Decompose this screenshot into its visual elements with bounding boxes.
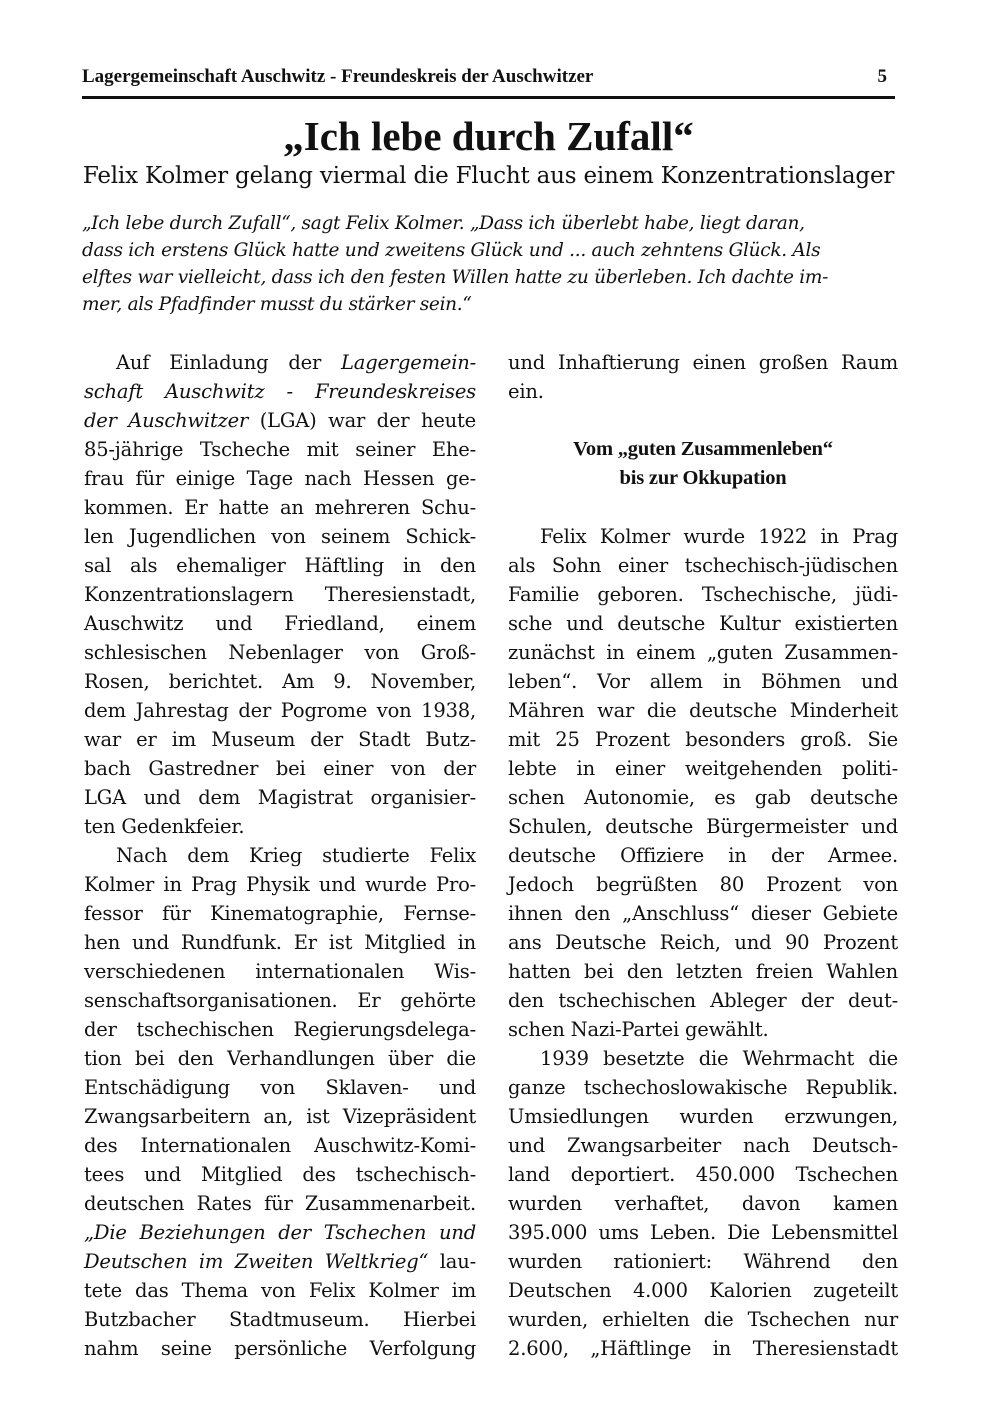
body-line: ein. bbox=[508, 380, 544, 403]
left-column bbox=[84, 348, 476, 1363]
body-line: tete das Thema von Felix Kolmer im bbox=[84, 1279, 476, 1302]
article-subtitle: Felix Kolmer gelang viermal die Flucht aus einem Konzentrationslager bbox=[82, 163, 895, 189]
body-line: senschaftsorganisationen. Er gehörte bbox=[84, 989, 476, 1012]
body-line: wurden, erhielten die Tschechen nur bbox=[508, 1308, 898, 1331]
body-line: wurden verhaftet, davon kamen bbox=[508, 1192, 898, 1215]
body-line: Umsiedlungen wurden erzwungen, bbox=[508, 1105, 898, 1128]
body-line: lebte in einer weitgehenden politi- bbox=[508, 757, 898, 780]
spacer bbox=[508, 493, 898, 522]
body-line: schen Autonomie, es gab deutsche bbox=[508, 786, 898, 809]
body-line: Kolmer in Prag Physik und wurde Pro- bbox=[84, 873, 476, 896]
body-line: sche und deutsche Kultur existierten bbox=[508, 612, 898, 635]
section-heading: bis zur Okkupation bbox=[619, 467, 787, 489]
body-line: ans Deutsche Reich, und 90 Prozent bbox=[508, 931, 898, 954]
body-line: mit 25 Prozent besonders groß. Sie bbox=[508, 728, 898, 751]
body-line: len Jugendlichen von seinem Schick- bbox=[84, 525, 476, 548]
body-line: ten Gedenkfeier. bbox=[84, 815, 245, 838]
lead-line: dass ich erstens Glück hatte und zweitens Glück und ... auch zehntens Glück. Als bbox=[82, 240, 821, 261]
body-line: Zwangsarbeitern an, ist Vizepräsident bbox=[84, 1105, 476, 1128]
body-line: 2.600, „Häftlinge in Theresienstadt bbox=[508, 1337, 898, 1360]
body-line: hen und Rundfunk. Er ist Mitglied in bbox=[84, 931, 476, 954]
body-line: verschiedenen internationalen Wis- bbox=[84, 960, 476, 983]
body-line: frau für einige Tage nach Hessen ge- bbox=[84, 467, 476, 490]
body-line: deutsche Offiziere in der Armee. bbox=[508, 844, 898, 867]
body-line: Jedoch begrüßten 80 Prozent von bbox=[508, 873, 898, 896]
body-line: hatten bei den letzten freien Wahlen bbox=[508, 960, 898, 983]
body-line: dem Jahrestag der Pogrome von 1938, bbox=[84, 699, 476, 722]
lead-line: mer, als Pfadfinder musst du stärker sein.“ bbox=[82, 294, 472, 315]
body-line: 1939 besetzte die Wehrmacht die bbox=[540, 1047, 898, 1070]
body-line: LGA und dem Magistrat organisier- bbox=[84, 786, 476, 809]
body-line: ganze tschechoslowakische Republik. bbox=[508, 1076, 898, 1099]
body-line: „Die Beziehungen der Tschechen und bbox=[84, 1221, 476, 1244]
body-line: Familie geboren. Tschechische, jüdi- bbox=[508, 583, 898, 606]
body-line: Rosen, berichtet. Am 9. November, bbox=[84, 670, 476, 693]
body-line: bach Gastredner bei einer von der bbox=[84, 757, 476, 780]
body-line: Deutschen im Zweiten Weltkrieg“ lau- bbox=[84, 1250, 476, 1273]
body-line: tees und Mitglied des tschechisch- bbox=[84, 1163, 476, 1186]
lead-line: elftes war vielleicht, dass ich den festen Willen hatte zu überleben. Ich dachte im- bbox=[82, 267, 829, 288]
article-title: „Ich lebe durch Zufall“ bbox=[283, 113, 694, 159]
body-line: Auschwitz und Friedland, einem bbox=[84, 612, 476, 635]
body-line: nahm seine persönliche Verfolgung bbox=[84, 1337, 476, 1360]
body-line: war er im Museum der Stadt Butz- bbox=[84, 728, 476, 751]
body-line: Schulen, deutsche Bürgermeister und bbox=[508, 815, 898, 838]
page-number: 5 bbox=[877, 66, 887, 87]
body-line: schen Nazi-Partei gewählt. bbox=[508, 1018, 769, 1041]
body-line: wurden rationiert: Während den bbox=[508, 1250, 898, 1273]
body-line: fessor für Kinematographie, Fernse- bbox=[84, 902, 476, 925]
running-header bbox=[82, 60, 895, 99]
body-line: und Zwangsarbeiter nach Deutsch- bbox=[508, 1134, 898, 1157]
spacer bbox=[508, 406, 898, 435]
body-line: Auf Einladung der Lagergemein- bbox=[116, 351, 476, 374]
body-line: Konzentrationslagern Theresienstadt, bbox=[84, 583, 476, 606]
body-line: Butzbacher Stadtmuseum. Hierbei bbox=[84, 1308, 476, 1331]
body-line: land deportiert. 450.000 Tschechen bbox=[508, 1163, 898, 1186]
lead-line: „Ich lebe durch Zufall“, sagt Felix Kolmer. „Dass ich überlebt habe, liegt daran, bbox=[82, 213, 805, 234]
body-line: des Internationalen Auschwitz-Komi- bbox=[84, 1134, 476, 1157]
body-line: den tschechischen Ableger der deut- bbox=[508, 989, 898, 1012]
body-line: Nach dem Krieg studierte Felix bbox=[116, 844, 476, 867]
body-line: 395.000 ums Leben. Die Lebensmittel bbox=[508, 1221, 898, 1244]
section-heading: Vom „guten Zusammenleben“ bbox=[573, 438, 833, 460]
body-line: zunächst in einem „guten Zusammen- bbox=[508, 641, 898, 664]
article-lead bbox=[82, 210, 895, 318]
body-line: als Sohn einer tschechisch-jüdischen bbox=[508, 554, 898, 577]
body-line: ihnen den „Anschluss“ dieser Gebiete bbox=[508, 902, 898, 925]
body-line: und Inhaftierung einen großen Raum bbox=[508, 351, 898, 374]
body-line: Entschädigung von Sklaven- und bbox=[84, 1076, 476, 1099]
body-line: der tschechischen Regierungsdelega- bbox=[84, 1018, 476, 1041]
publication-name: Lagergemeinschaft Auschwitz - Freundeskreis der Auschwitzer bbox=[82, 66, 594, 87]
body-line: kommen. Er hatte an mehreren Schu- bbox=[84, 496, 476, 519]
body-line: 85-jährige Tscheche mit seiner Ehe- bbox=[84, 438, 476, 461]
body-line: sal als ehemaliger Häftling in den bbox=[84, 554, 476, 577]
right-column bbox=[508, 348, 898, 1363]
body-line: Felix Kolmer wurde 1922 in Prag bbox=[540, 525, 898, 548]
body-line: schlesischen Nebenlager von Groß- bbox=[84, 641, 476, 664]
body-line: leben“. Vor allem in Böhmen und bbox=[508, 670, 898, 693]
body-line: tion bei den Verhandlungen über die bbox=[84, 1047, 476, 1070]
body-line: schaft Auschwitz - Freundeskreises bbox=[84, 380, 476, 403]
body-line: deutschen Rates für Zusammenarbeit. bbox=[84, 1192, 476, 1215]
body-line: Deutschen 4.000 Kalorien zugeteilt bbox=[508, 1279, 898, 1302]
body-line: der Auschwitzer (LGA) war der heute bbox=[84, 409, 477, 432]
body-line: Mähren war die deutsche Minderheit bbox=[508, 699, 898, 722]
